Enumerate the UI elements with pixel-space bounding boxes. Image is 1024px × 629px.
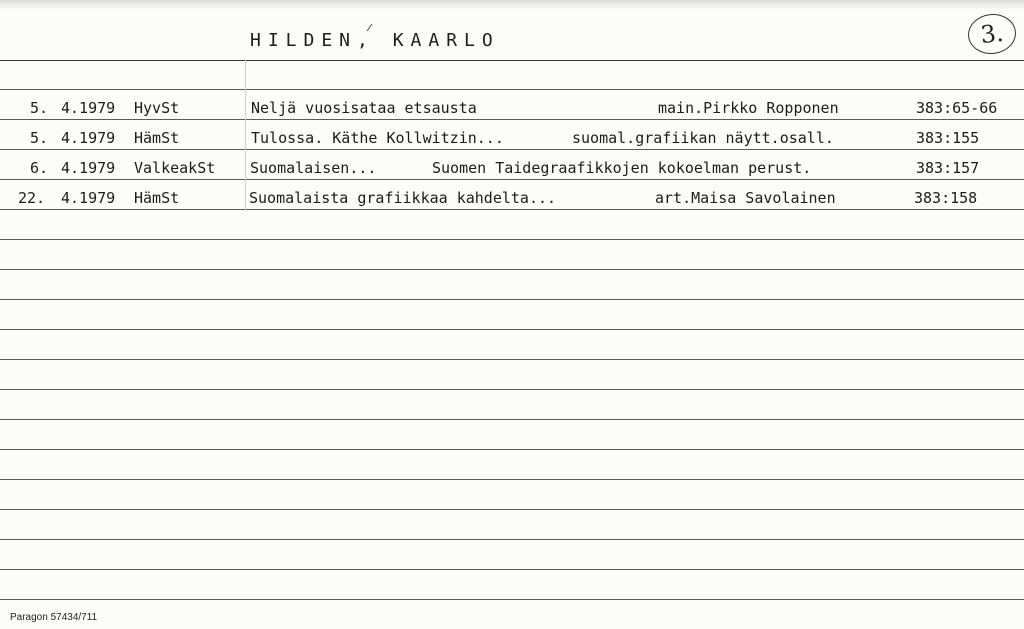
ruled-line: [0, 599, 1024, 600]
entry-article: Suomalaisen...: [250, 159, 377, 177]
ruled-line: [0, 149, 1024, 150]
entry-ref: 383:158: [914, 189, 978, 207]
card-title: HILDEN, KAARLO: [250, 30, 500, 51]
ruled-line: [0, 209, 1024, 210]
ruled-line: [0, 299, 1024, 300]
entry-source: HämSt: [134, 189, 180, 207]
entry-date: 4.1979: [61, 129, 116, 147]
ruled-line: [0, 539, 1024, 540]
entry-source: HämSt: [134, 129, 180, 147]
entry-date: 4.1979: [61, 189, 116, 207]
ruled-line: [0, 389, 1024, 390]
ruled-line: [0, 359, 1024, 360]
entry-day: 5.: [30, 129, 49, 147]
ruled-line: [0, 479, 1024, 480]
entry-note: Suomen Taidegraafikkojen kokoelman perust.: [432, 159, 812, 177]
ruled-line: [0, 449, 1024, 450]
ruled-line: [0, 119, 1024, 120]
ruled-line: [0, 89, 1024, 90]
entry-note: suomal.grafiikan näytt.osall.: [572, 129, 834, 147]
ruled-line: [0, 569, 1024, 570]
entry-note: art.Maisa Savolainen: [655, 189, 836, 207]
entry-day: 6.: [30, 159, 49, 177]
entry-note: main.Pirkko Ropponen: [658, 99, 839, 117]
printer-imprint: Paragon 57434/711: [10, 612, 98, 623]
entry-article: Suomalaista grafiikkaa kahdelta...: [249, 189, 557, 207]
ruled-line: [0, 239, 1024, 240]
ruled-line: [0, 179, 1024, 180]
column-divider: [245, 60, 246, 210]
entry-date: 4.1979: [61, 99, 116, 117]
ruled-line: [0, 509, 1024, 510]
entry-ref: 383:65-66: [916, 99, 998, 117]
ruled-line: [0, 269, 1024, 270]
ruled-line: [0, 419, 1024, 420]
ruled-line: [0, 329, 1024, 330]
entry-article: Tulossa. Käthe Kollwitzin...: [251, 129, 504, 147]
card-number-circle: 3.: [966, 12, 1018, 57]
entry-day: 5.: [30, 99, 49, 117]
entry-ref: 383:157: [916, 159, 980, 177]
entry-article: Neljä vuosisataa etsausta: [251, 99, 477, 117]
card-top-edge: [0, 0, 1024, 10]
entry-source: HyvSt: [134, 99, 180, 117]
entry-date: 4.1979: [61, 159, 116, 177]
entry-source: ValkeakSt: [134, 159, 216, 177]
header-rule: [0, 60, 1024, 61]
entry-ref: 383:155: [916, 129, 980, 147]
entry-day: 22.: [18, 189, 46, 207]
